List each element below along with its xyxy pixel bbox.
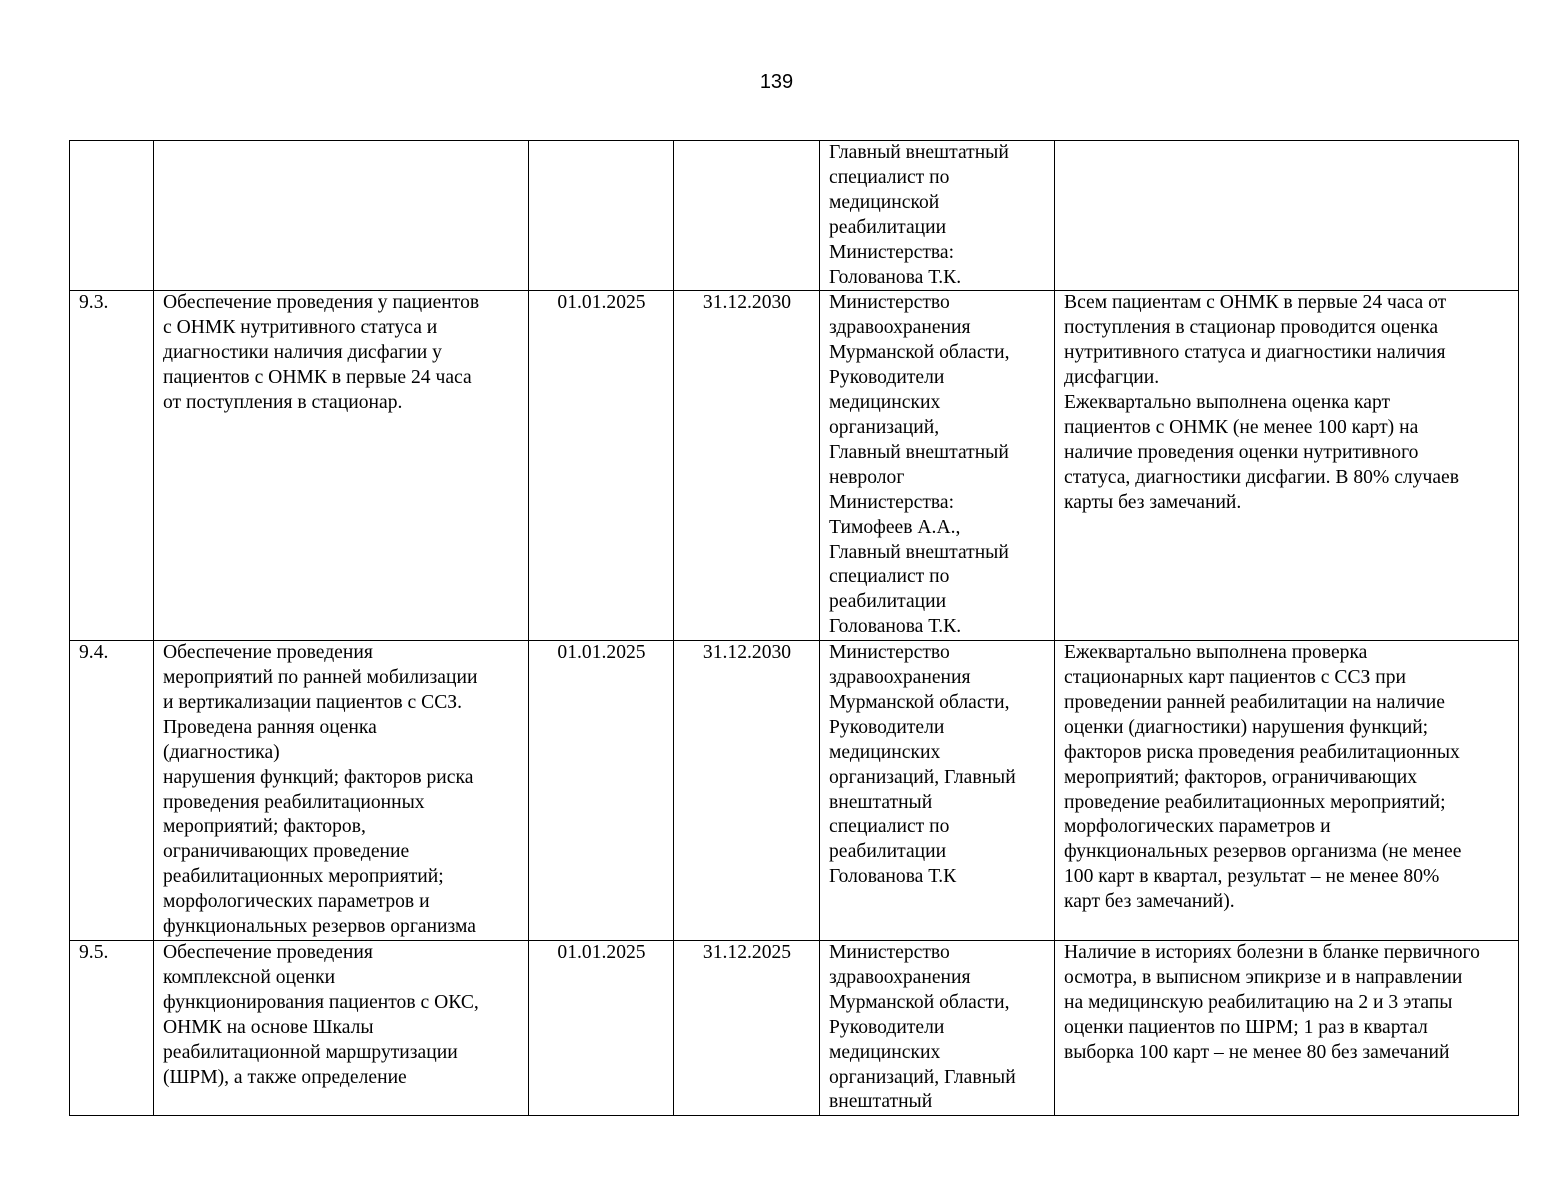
result-text: Всем пациентам с ОНМК в первые 24 часа от поступления в стационар проводится оценка нутритивного статуса и диагностики наличия дисфагции. Ежеквартально выполнена оценка карт пациентов с ОНМК (не менее 100 карт) на наличие проведения оценки нутритивного статуса, диагностики дисфагии. В 80% случаев карты без замечаний. (1064, 292, 1459, 513)
result-cell (1055, 141, 1519, 291)
row-number-cell (70, 141, 154, 291)
activity-cell (154, 941, 529, 1116)
responsible-cell (820, 141, 1055, 291)
activity-cell (154, 141, 529, 291)
start-date-cell (529, 291, 674, 641)
start-date-cell (529, 941, 674, 1116)
result-cell (1055, 291, 1519, 641)
table-row (70, 291, 1519, 641)
activity-text: Обеспечение проведения мероприятий по ранней мобилизации и вертикализации пациентов с ССЗ. Проведена ранняя оценка (диагностика) нарушения функций; факторов риска проведения реабилитационных мероприятий; факторов, ограничивающих проведение реабилитационных мероприятий; морфологических параметров и функциональных резервов организма (163, 642, 478, 938)
responsible-cell (820, 291, 1055, 641)
activities-table (69, 140, 1519, 1116)
end-date: 31.12.2030 (702, 292, 792, 314)
responsible-cell (820, 941, 1055, 1116)
start-date: 01.01.2025 (557, 642, 646, 664)
start-date-cell (529, 141, 674, 291)
end-date-cell (674, 641, 820, 941)
page-number: 139 (759, 71, 794, 93)
responsible-cell (820, 641, 1055, 941)
end-date: 31.12.2025 (702, 942, 792, 963)
responsible-text: Министерство здравоохранения Мурманской области, Руководители медицинских организаций, Главный внештатный специалист по реабилитации Голованова Т.К (829, 642, 1016, 888)
end-date-cell (674, 941, 820, 1116)
end-date-cell (674, 141, 820, 291)
table-row (70, 941, 1519, 1116)
result-cell (1055, 641, 1519, 941)
responsible-text: Главный внештатный специалист по медицинской реабилитации Министерства: Голованова Т.К. (829, 142, 1009, 288)
activity-text: Обеспечение проведения у пациентов с ОНМК нутритивного статуса и диагностики наличия дисфагии у пациентов с ОНМК в первые 24 часа от поступления в стационар. (163, 292, 480, 414)
row-number-cell (70, 641, 154, 941)
row-number: 9.4. (79, 642, 109, 664)
result-text: Ежеквартально выполнена проверка стационарных карт пациентов с ССЗ при проведении ранней реабилитации на наличие оценки (диагностики) нарушения функций; факторов риска проведения реабилитационных мероприятий; факторов, ограничивающих проведение реабилитационных мероприятий; морфологических параметров и функциональных резервов организма (не менее 100 карт в квартал, результат – не менее 80% карт без замечаний). (1064, 642, 1462, 913)
activity-cell (154, 641, 529, 941)
table-row (70, 141, 1519, 291)
activity-text: Обеспечение проведения комплексной оценки функционирования пациентов с ОКС, ОНМК на основе Шкалы реабилитационной маршрутизации (ШРМ), а также определение (163, 942, 479, 1088)
row-number: 9.5. (79, 942, 109, 963)
row-number-cell (70, 291, 154, 641)
row-number: 9.3. (79, 292, 109, 314)
start-date-cell (529, 641, 674, 941)
activity-cell (154, 291, 529, 641)
row-number-cell (70, 941, 154, 1116)
result-text: Наличие в историях болезни в бланке первичного осмотра, в выписном эпикризе и в направлении на медицинскую реабилитацию на 2 и 3 этапы оценки пациентов по ШРМ; 1 раз в квартал выборка 100 карт – не менее 80 без замечаний (1064, 942, 1480, 1063)
responsible-text: Министерство здравоохранения Мурманской области, Руководители медицинских организаций, Главный внештатный невролог Министерства: Тимофеев А.А., Главный внештатный специалист по реабилитации Голованова Т.К. (829, 292, 1010, 638)
start-date: 01.01.2025 (557, 942, 646, 963)
table-row (70, 641, 1519, 941)
end-date: 31.12.2030 (702, 642, 792, 664)
result-cell (1055, 941, 1519, 1116)
responsible-text: Министерство здравоохранения Мурманской области, Руководители медицинских организаций, Главный внештатный (829, 942, 1016, 1113)
end-date-cell (674, 291, 820, 641)
start-date: 01.01.2025 (557, 292, 646, 314)
